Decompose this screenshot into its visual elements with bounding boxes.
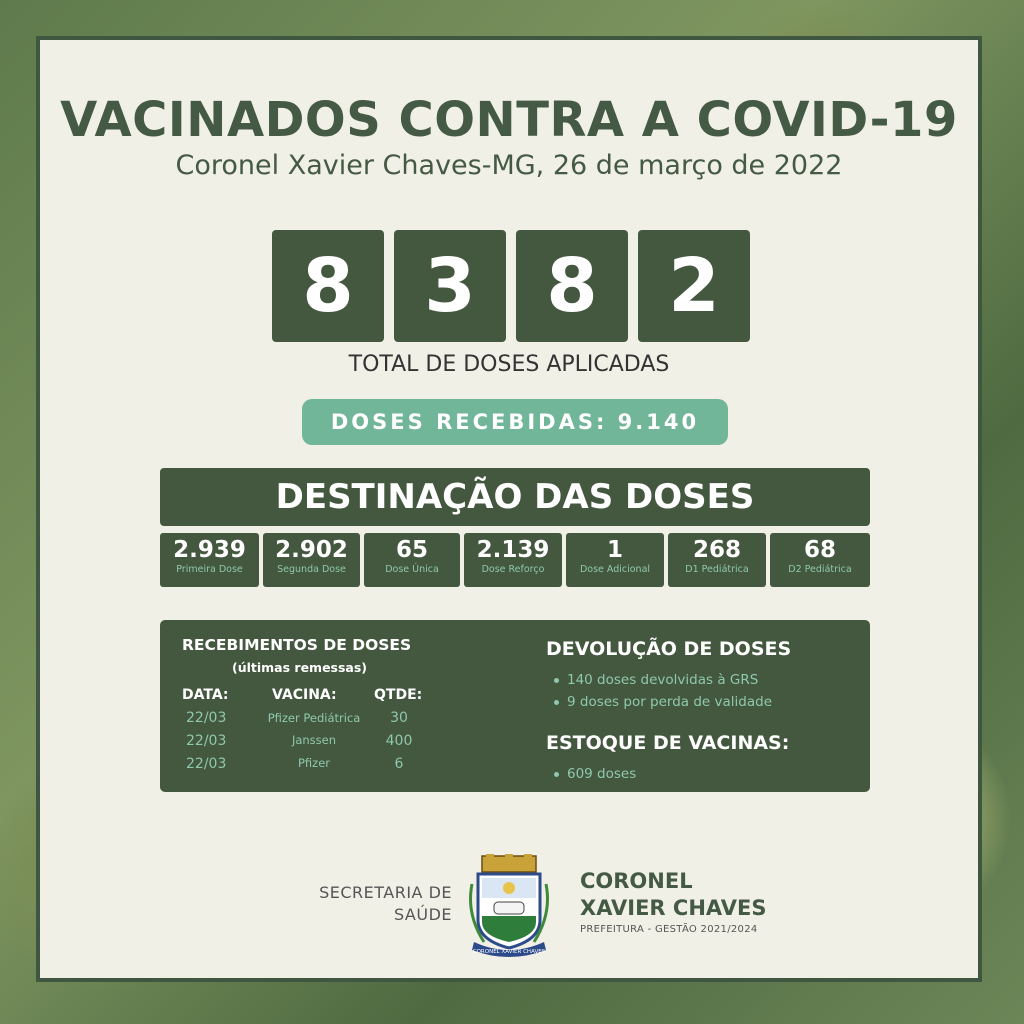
page-title: VACINADOS CONTRA A COVID-19 xyxy=(60,92,958,148)
returns-item-text: 140 doses devolvidas à GRS xyxy=(567,672,759,688)
receipts-header-vaccine: VACINA: xyxy=(272,687,337,703)
dest-cell xyxy=(770,533,870,587)
dest-label: Dose Adicional xyxy=(579,564,651,575)
returns-title: DEVOLUÇÃO DE DOSES xyxy=(546,638,792,660)
government-term: PREFEITURA - GESTÃO 2021/2024 xyxy=(580,924,758,935)
city-crest-icon xyxy=(464,854,554,960)
receipt-date: 22/03 xyxy=(186,756,227,772)
stock-item-text: 609 doses xyxy=(567,766,637,782)
dest-value: 2.939 xyxy=(173,537,246,563)
page-subtitle: Coronel Xavier Chaves-MG, 26 de março de 2022 xyxy=(175,150,843,181)
receipt-date: 22/03 xyxy=(186,733,227,749)
dest-cell xyxy=(464,533,562,587)
dest-value: 68 xyxy=(803,537,836,563)
total-doses-counter xyxy=(272,230,750,342)
dest-value: 65 xyxy=(395,537,428,563)
dest-label: Dose Reforço xyxy=(481,564,545,575)
receipts-returns-box xyxy=(160,620,870,792)
receipt-vaccine: Janssen xyxy=(291,733,337,747)
dept-line-1: SECRETARIA DE xyxy=(319,883,452,902)
total-doses-label: TOTAL DE DOSES APLICADAS xyxy=(348,352,670,377)
counter-digit: 2 xyxy=(638,230,750,342)
receipt-qty: 6 xyxy=(394,756,404,772)
city-name-block xyxy=(580,868,766,935)
receipts-header-date: DATA: xyxy=(182,687,229,703)
receipt-vaccine: Pfizer Pediátrica xyxy=(267,711,361,725)
dest-cell xyxy=(263,533,360,587)
dest-cell xyxy=(364,533,460,587)
city-line-1: CORONEL xyxy=(580,869,693,893)
stock-item xyxy=(554,766,636,782)
dept-line-2: SAÚDE xyxy=(393,905,452,924)
receipt-date: 22/03 xyxy=(186,710,227,726)
returns-item xyxy=(554,694,772,710)
bullet-icon xyxy=(554,678,559,683)
receipts-header-qty: QTDE: xyxy=(374,687,423,703)
info-panel xyxy=(36,36,982,982)
counter-digit: 8 xyxy=(516,230,628,342)
dest-label: D1 Pediátrica xyxy=(685,564,749,575)
health-department-label xyxy=(276,882,452,926)
destination-title: DESTINAÇÃO DAS DOSES xyxy=(160,468,870,526)
receipts-title: RECEBIMENTOS DE DOSES xyxy=(182,636,412,654)
dest-cell xyxy=(668,533,766,587)
returns-item xyxy=(554,672,758,688)
dest-label: Primeira Dose xyxy=(176,564,243,575)
city-line-2: XAVIER CHAVES xyxy=(580,896,767,920)
receipt-vaccine: Pfizer xyxy=(297,756,331,770)
receipt-qty: 400 xyxy=(385,733,413,749)
stock-title: ESTOQUE DE VACINAS: xyxy=(546,732,790,754)
received-doses-badge: DOSES RECEBIDAS: 9.140 xyxy=(302,399,728,445)
dest-label: Segunda Dose xyxy=(277,564,346,575)
dest-cell xyxy=(566,533,664,587)
receipts-subtitle: (últimas remessas) xyxy=(232,660,368,675)
counter-digit: 8 xyxy=(272,230,384,342)
dest-value: 2.139 xyxy=(476,537,550,563)
dest-label: D2 Pediátrica xyxy=(788,564,852,575)
counter-digit: 3 xyxy=(394,230,506,342)
dest-value: 2.902 xyxy=(275,537,348,563)
destination-row xyxy=(160,533,870,587)
returns-item-text: 9 doses por perda de validade xyxy=(567,694,773,710)
dest-cell xyxy=(160,533,259,587)
dest-value: 1 xyxy=(606,537,623,563)
crest-text: CORONEL XAVIER CHAVES xyxy=(472,949,546,955)
dest-label: Dose Única xyxy=(385,564,439,575)
bullet-icon xyxy=(554,700,559,705)
receipt-qty: 30 xyxy=(390,710,408,726)
dest-value: 268 xyxy=(692,537,741,563)
bullet-icon xyxy=(554,772,559,777)
